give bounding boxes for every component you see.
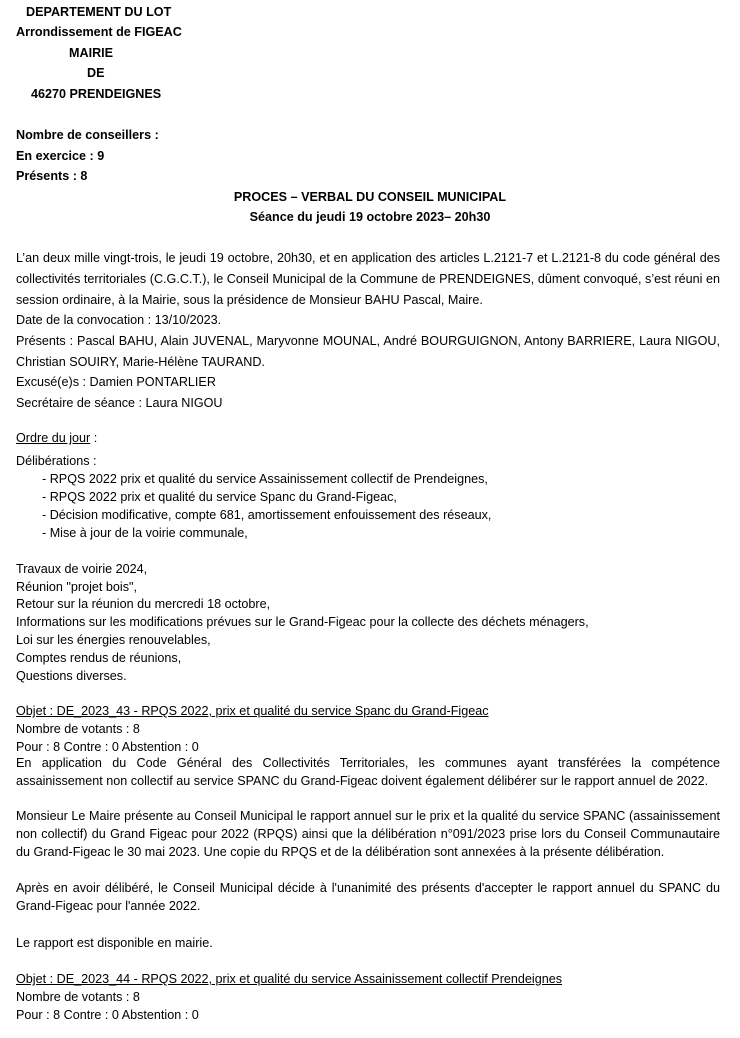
objet-43-paragraph-2: Monsieur Le Maire présente au Conseil Municipal le rapport annuel sur le prix et la qualité du service SPANC (assainissement non collectif) du Grand Figeac pour 2022 (RPQS) ainsi que la délibération n°091/2023 prise lors du Conseil Communautaire du Grand-Figeac le 30 mai 2023. Une copie du RPQS et de la délibération sont annexées à la présente délibération. bbox=[16, 809, 720, 859]
ordre-item: Travaux de voirie 2024, bbox=[16, 562, 148, 576]
objet-43-title: Objet : DE_2023_43 - RPQS 2022, prix et qualité du service Spanc du Grand-Figeac bbox=[16, 704, 489, 718]
convocation-date: Date de la convocation : 13/10/2023. bbox=[16, 313, 222, 327]
deliberations-label: Délibérations : bbox=[16, 454, 97, 468]
document-title: PROCES – VERBAL DU CONSEIL MUNICIPAL bbox=[233, 190, 507, 204]
excuses: Excusé(e)s : Damien PONTARLIER bbox=[16, 375, 216, 389]
objet-44-votants: Nombre de votants : 8 bbox=[16, 990, 140, 1004]
counts-title: Nombre de conseillers : bbox=[16, 128, 159, 142]
counts-presents: Présents : 8 bbox=[16, 169, 88, 183]
ordre-item: Loi sur les énergies renouvelables, bbox=[16, 633, 211, 647]
ordre-item: Informations sur les modifications prévues sur le Grand-Figeac pour la collecte des déchets ménagers, bbox=[16, 615, 589, 629]
objet-44-title: Objet : DE_2023_44 - RPQS 2022, prix et qualité du service Assainissement collectif Prendeignes bbox=[16, 972, 563, 986]
objet-43-paragraph-3: Après en avoir délibéré, le Conseil Municipal décide à l'unanimité des présents d'accepter le rapport annuel du SPANC du Grand-Figeac pour l'année 2022. bbox=[16, 881, 720, 913]
deliberation-item: - RPQS 2022 prix et qualité du service Spanc du Grand-Figeac, bbox=[42, 490, 397, 504]
presents-list: Présents : Pascal BAHU, Alain JUVENAL, Maryvonne MOUNAL, André BOURGUIGNON, Antony BARRIERE, Laura NIGOU, Christian SOUIRY, Marie-Hélène TAURAND. bbox=[16, 334, 720, 369]
header-de: DE bbox=[87, 66, 105, 80]
ordre-item: Réunion "projet bois", bbox=[16, 580, 137, 594]
ordre-heading bbox=[16, 428, 97, 449]
objet-43-votes: Pour : 8 Contre : 0 Abstention : 0 bbox=[16, 740, 199, 754]
ordre-title-suffix: : bbox=[90, 431, 98, 445]
objet-43-paragraph-1: En application du Code Général des Collectivités Territoriales, les communes ayant transférées la compétence assainissement non collectif au service SPANC du Grand-Figeac doivent également délibérer sur le rapport annuel de 2022. bbox=[16, 756, 720, 788]
header-mairie: MAIRIE bbox=[69, 46, 114, 60]
ordre-item: Retour sur la réunion du mercredi 18 octobre, bbox=[16, 597, 271, 611]
objet-44-votes: Pour : 8 Contre : 0 Abstention : 0 bbox=[16, 1008, 199, 1022]
objet-43-paragraph-4: Le rapport est disponible en mairie. bbox=[16, 936, 213, 950]
deliberation-item: - Décision modificative, compte 681, amortissement enfouissement des réseaux, bbox=[42, 508, 492, 522]
counts-exercice: En exercice : 9 bbox=[16, 149, 105, 163]
secretaire: Secrétaire de séance : Laura NIGOU bbox=[16, 396, 223, 410]
seance-date: Séance du jeudi 19 octobre 2023– 20h30 bbox=[249, 210, 491, 224]
ordre-item: Comptes rendus de réunions, bbox=[16, 651, 182, 665]
header-arrondissement: Arrondissement de FIGEAC bbox=[16, 25, 182, 39]
header-postcode-town: 46270 PRENDEIGNES bbox=[31, 87, 162, 101]
deliberation-item: - RPQS 2022 prix et qualité du service Assainissement collectif de Prendeignes, bbox=[42, 472, 488, 486]
header-department: DEPARTEMENT DU LOT bbox=[26, 5, 172, 19]
intro-paragraph: L’an deux mille vingt-trois, le jeudi 19 octobre, 20h30, et en application des articles L.2121-7 et L.2121-8 du code général des collectivités territoriales (C.G.C.T.), le Conseil Municipal de la Commune de PRENDEIGNES, dûment convoqué, s’est réuni en session ordinaire, à la Mairie, sous la présidence de Monsieur BAHU Pascal, Maire. bbox=[16, 251, 720, 307]
objet-43-votants: Nombre de votants : 8 bbox=[16, 722, 140, 736]
deliberation-item: - Mise à jour de la voirie communale, bbox=[42, 526, 248, 540]
ordre-item: Questions diverses. bbox=[16, 669, 127, 683]
ordre-title: Ordre du jour bbox=[16, 431, 91, 445]
